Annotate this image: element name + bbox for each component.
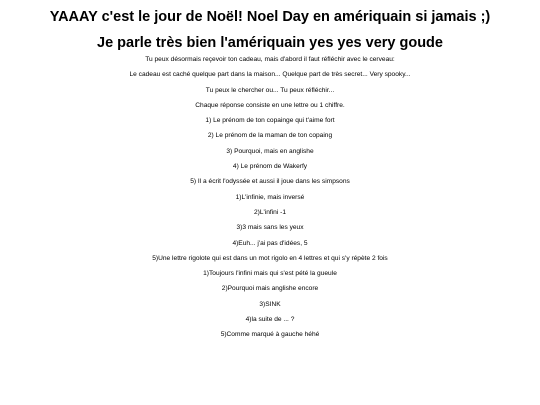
- riddle-text-block: [0, 56, 540, 347]
- intro-line: Chaque réponse consiste en une lettre ou 1 chiffre.: [195, 101, 345, 109]
- riddle-line: 1) Le prénom de ton copainge qui t'aime fort: [205, 117, 335, 125]
- riddle-line: 5)Une lettre rigolote qui est dans un mot rigolo en 4 lettres et qui s'y répète 2 fois: [152, 254, 388, 262]
- riddle-line: 4)la suite de ... ?: [245, 316, 295, 324]
- riddle-line: 5)Comme marqué à gauche héhé: [220, 331, 320, 339]
- intro-line: Tu peux le chercher ou... Tu peux réfléchir...: [205, 86, 335, 94]
- riddle-line: 1)Toujours l'infini mais qui s'est pété la gueule: [203, 270, 337, 278]
- riddle-line: 4) Le prénom de Wakerfy: [232, 163, 308, 171]
- riddle-line: 3) Pourquoi, mais en anglishe: [226, 147, 314, 155]
- riddle-line: 2)L'infini -1: [253, 208, 287, 216]
- intro-line: Le cadeau est caché quelque part dans la maison... Quelque part de très secret... Very spooky...: [129, 71, 411, 79]
- riddle-line: 2) Le prénom de la maman de ton copaing: [207, 132, 333, 140]
- riddle-line: 3)SINK: [259, 300, 281, 308]
- riddle-line: 5) Il a écrit l'odyssée et aussi il joue dans les simpsons: [190, 178, 350, 186]
- intro-line: Tu peux désormais reçevoir ton cadeau, mais d'abord il faut réfléchir avec le cerveau:: [145, 56, 395, 63]
- riddle-line: 1)L'infinie, mais inversé: [235, 193, 305, 201]
- riddle-line: 3)3 mais sans les yeux: [236, 224, 304, 232]
- page-subtitle: Je parle très bien l'amériquain yes yes very goude: [97, 35, 443, 51]
- riddle-line: 4)Euh... j'ai pas d'idées, 5: [232, 239, 308, 247]
- riddle-line: 2)Pourquoi mais anglishe encore: [221, 285, 319, 293]
- page-title: YAAAY c'est le jour de Noël! Noel Day en amériquain si jamais ;): [49, 9, 491, 25]
